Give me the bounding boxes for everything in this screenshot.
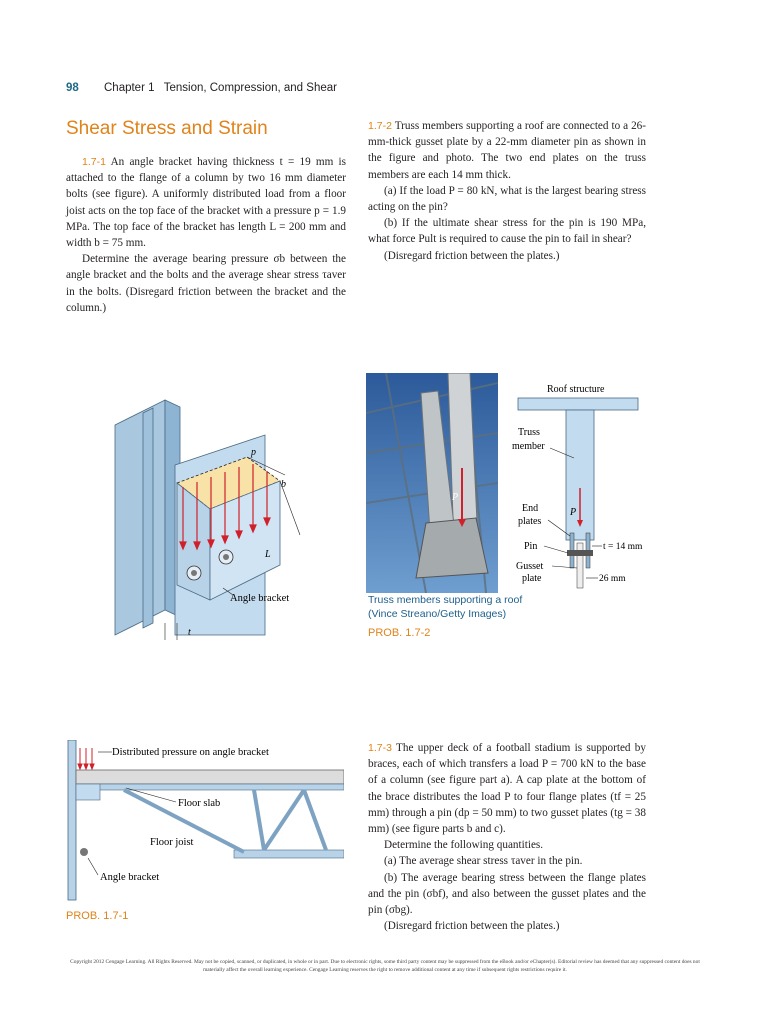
label-P-photo: P (452, 492, 459, 503)
bolt (80, 848, 88, 856)
problem-number: 1.7-3 (368, 742, 392, 754)
photo-caption (368, 593, 522, 621)
roof-structure (518, 398, 638, 410)
copyright-notice: Copyright 2012 Cengage Learning. All Rights Reserved. May not be copied, scanned, or duplicated, in whole or in part. Due to electronic rights, some third party content may be suppressed from the eBook and/or eChapter(s). Editorial review has deemed that any suppressed content does not materially affect the overall learning experience. Cengage Learning reserves the right to remove additional content at any time if subsequent rights restrictions require it. (70, 959, 700, 973)
problem-1-7-1 (66, 154, 346, 316)
label-end: End (522, 503, 539, 514)
page-header (66, 82, 337, 94)
label-pin: Pin (524, 541, 538, 552)
problem-text: The upper deck of a football stadium is supported by braces, each of which transfers a load P = 700 kN to the base of a column (see figure part a). A cap plate at the bottom of the brace distributes the load P to four flange plates (tf = 25 mm) through a pin (dp = 50 mm) to two gusset plates (tg = 38 mm) (see figure parts b and c). (368, 742, 646, 836)
problem-text: (a) If the load P = 80 kN, what is the largest bearing stress acting on the pin? (368, 184, 646, 214)
pin (567, 550, 593, 556)
label-floor-joist: Floor joist (150, 837, 194, 848)
chapter-title: Tension, Compression, and Shear (163, 82, 337, 94)
angle-bracket (76, 784, 100, 800)
label-floor-slab: Floor slab (178, 798, 221, 809)
prob-label-1-7-1: PROB. 1.7-1 (66, 910, 129, 922)
problem-1-7-3 (368, 740, 646, 934)
problem-text: (Disregard friction between the plates.) (384, 920, 560, 933)
problem-number: 1.7-2 (368, 120, 392, 132)
column (68, 740, 76, 900)
problem-text: Truss members supporting a roof are connected to a 26-mm-thick gusset plate by a 22-mm diameter pin as shown in the figure and photo. The two end plates on the truss members are each 14 mm thick. (368, 120, 646, 181)
problem-text: Determine the average bearing pressure σb between the angle bracket and the bolts and the average shear stress τaver in the bolts. (Disregard friction between the bracket and the column.) (66, 253, 346, 314)
problem-text: (a) The average shear stress τaver in the pin. (384, 855, 583, 868)
label-26mm: 26 mm (599, 574, 626, 584)
label-p: p (251, 447, 256, 458)
gusset-plate-photo (416, 518, 488, 578)
problem-number: 1.7-1 (82, 156, 106, 168)
label-roof-structure: Roof structure (547, 384, 605, 395)
truss-schematic (500, 378, 675, 593)
problem-1-7-2 (368, 118, 646, 264)
gusset-plate (577, 543, 583, 588)
pressure-arrows (78, 748, 94, 769)
problem-text: (b) If the ultimate shear stress for the pin is 190 MPa, what force Pult is required to cause the pin to fail in shear? (368, 217, 646, 246)
label-angle-bracket: Angle bracket (230, 593, 290, 604)
problem-text: An angle bracket having thickness t = 19 mm is attached to the flange of a column by two 16 mm diameter bolts (see figure). A uniformly distributed load from a floor joist acts on the top face of the bracket with a pressure p = 1.9 MPa. The top face of the bracket has length L = 200 mm and width b = 75 mm. (66, 156, 347, 250)
floor-joist-figure (64, 740, 344, 905)
label-b: b (281, 479, 286, 490)
angle-bracket-figure (105, 395, 325, 640)
label-t: t (188, 627, 191, 638)
joist-bottom-chord (234, 850, 344, 858)
page-number: 98 (66, 82, 79, 94)
floor-slab (76, 770, 344, 784)
photo-caption-line1: Truss members supporting a roof (368, 594, 523, 606)
section-title: Shear Stress and Strain (66, 118, 268, 139)
problem-text: (b) The average bearing stress between the flange plates and the pin (σbf), and also between the gusset plates and the pin (σbg). (368, 871, 646, 917)
chapter-label: Chapter 1 (104, 82, 155, 94)
label-plates: plates (518, 516, 542, 527)
photo-caption-line2: (Vince Streano/Getty Images) (368, 608, 507, 620)
column-web (143, 408, 153, 628)
problem-text: Determine the following quantities. (384, 839, 544, 852)
label-L: L (265, 549, 271, 560)
label-P: P (570, 507, 577, 518)
truss-photo (366, 373, 498, 593)
label-t-14mm: t = 14 mm (603, 542, 643, 552)
label-member: member (512, 441, 545, 452)
problem-text: (Disregard friction between the plates.) (384, 249, 560, 262)
label-plate: plate (522, 573, 542, 584)
label-distributed-pressure: Distributed pressure on angle bracket (112, 747, 269, 758)
label-truss: Truss (518, 427, 540, 438)
label-angle-bracket: Angle bracket (100, 872, 160, 883)
column-flange (115, 400, 165, 635)
label-gusset: Gusset (516, 561, 544, 572)
joist-top-chord (76, 784, 344, 790)
prob-label-1-7-2: PROB. 1.7-2 (368, 627, 431, 639)
